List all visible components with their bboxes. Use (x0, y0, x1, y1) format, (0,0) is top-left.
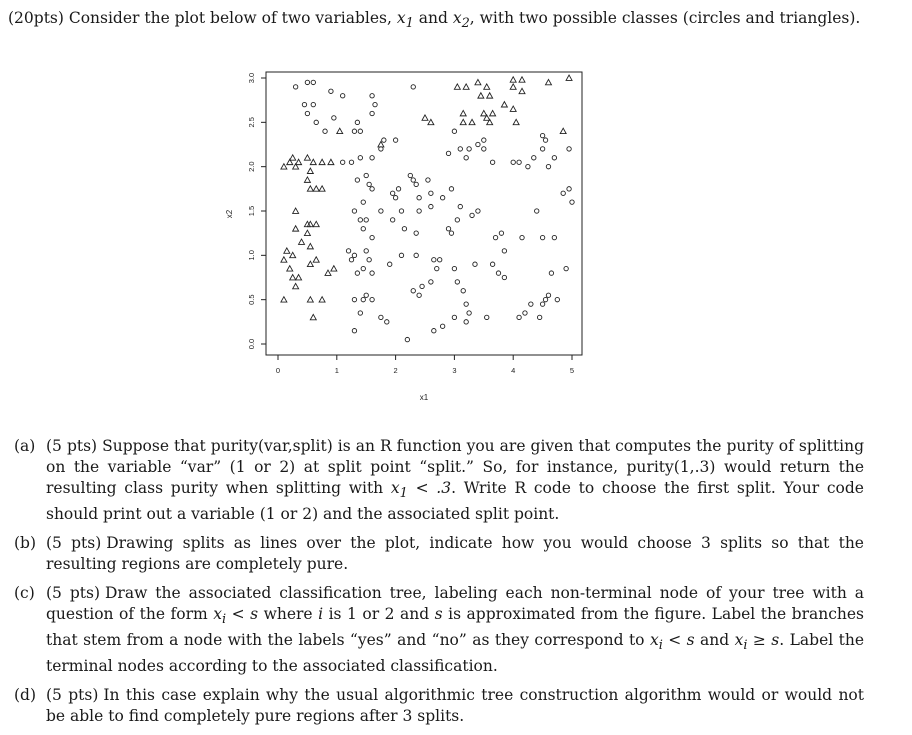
circle-point (482, 147, 486, 151)
circle-point (340, 94, 344, 98)
circle-point (311, 80, 315, 84)
circle-point (358, 129, 362, 133)
circle-point (352, 129, 356, 133)
circle-point (567, 187, 571, 191)
circle-point (349, 160, 353, 164)
circle-point (564, 266, 568, 270)
y-tick-label: 1.5 (246, 205, 256, 217)
circle-point (449, 231, 453, 235)
circle-point (458, 204, 462, 208)
circle-point (446, 227, 450, 231)
part-c-text-5: and (694, 631, 735, 650)
circle-point (432, 258, 436, 262)
data-points (281, 75, 574, 342)
triangle-point (281, 297, 287, 302)
circle-point (332, 116, 336, 120)
y-tick-label: 2.0 (246, 161, 256, 172)
part-a-text-1: Suppose that purity(var,split) is an R function you are given that computes the purity of splitting on the variable “var” (1 or 2) at split point “split.” So, for instance, purity(1,.3) would return the resulting class purity when splitting with (46, 437, 864, 497)
circle-point (417, 209, 421, 213)
circle-point (526, 164, 530, 168)
circle-point (555, 297, 559, 301)
triangle-point (325, 270, 331, 275)
circle-point (502, 249, 506, 253)
x-tick-label: 4 (511, 366, 516, 375)
triangle-point (501, 102, 507, 107)
question-parts (14, 436, 864, 735)
scatter-plot (218, 68, 598, 408)
triangle-point (299, 239, 305, 244)
circle-point (379, 315, 383, 319)
x-tick-label: 5 (569, 366, 575, 375)
circle-point (426, 178, 430, 182)
part-b-points: (5 pts) (46, 534, 102, 553)
circle-point (358, 156, 362, 160)
circle-point (420, 284, 424, 288)
triangle-point (304, 155, 310, 160)
triangle-point (566, 75, 572, 80)
triangle-point (319, 159, 325, 164)
triangle-point (545, 79, 551, 84)
triangle-point (313, 186, 319, 191)
triangle-point (487, 93, 493, 98)
circle-point (370, 156, 374, 160)
circle-point (340, 160, 344, 164)
circle-point (496, 271, 500, 275)
circle-point (329, 89, 333, 93)
circle-point (476, 142, 480, 146)
circle-point (540, 133, 544, 137)
triangle-point (460, 119, 466, 124)
circle-point (570, 200, 574, 204)
circle-point (411, 85, 415, 89)
circle-point (429, 191, 433, 195)
circle-point (417, 293, 421, 297)
circle-point (390, 191, 394, 195)
triangle-point (484, 84, 490, 89)
circle-point (367, 182, 371, 186)
circle-point (467, 311, 471, 315)
circle-point (435, 266, 439, 270)
circle-point (455, 218, 459, 222)
part-d-points: (5 pts) (46, 686, 99, 705)
circle-point (485, 315, 489, 319)
circle-point (346, 249, 350, 253)
circle-point (388, 262, 392, 266)
circle-point (411, 289, 415, 293)
circle-point (411, 178, 415, 182)
circle-point (364, 249, 368, 253)
triangle-point (281, 257, 287, 262)
circle-point (429, 204, 433, 208)
circle-point (408, 173, 412, 177)
part-c-math-1: $x_i < s$ (213, 605, 259, 628)
part-c-text-1: Draw the associated classification tree, labeling each non-terminal node of your tree with a question of the form (46, 584, 864, 624)
triangle-point (510, 77, 516, 82)
y-tick-label: 3.0 (246, 72, 256, 84)
triangle-point (560, 128, 566, 133)
part-a-math: $x_1 < .3$ (390, 479, 452, 502)
y-tick-label: 2.5 (246, 117, 256, 128)
question-intro (8, 8, 904, 34)
circle-point (543, 138, 547, 142)
intro-and: and (413, 9, 453, 27)
circle-point (355, 120, 359, 124)
scatter-plot-svg (218, 68, 598, 408)
circle-point (455, 280, 459, 284)
part-c-text-2: where (258, 605, 319, 624)
triangle-point (337, 128, 343, 133)
circle-point (373, 102, 377, 106)
triangle-point (469, 119, 475, 124)
part-a-points: (5 pts) (46, 437, 98, 455)
circle-point (567, 147, 571, 151)
circle-point (417, 196, 421, 200)
part-d-label: (d) (14, 686, 37, 705)
triangle-point (463, 84, 469, 89)
x-tick-label: 2 (393, 366, 398, 375)
x-tick-label: 0 (275, 366, 281, 375)
part-c-points: (5 pts) (46, 584, 100, 603)
triangle-point (310, 159, 316, 164)
part-c-text-6: . Label the terminal nodes according to the associated classification. (46, 631, 865, 676)
circle-point (314, 120, 318, 124)
triangle-point (307, 168, 313, 173)
part-a-text-2: . Write R code to choose the first split. Your code should print out a variable (1 or 2) and the associated split point. (46, 479, 864, 524)
circle-point (490, 262, 494, 266)
triangle-point (319, 186, 325, 191)
circle-point (476, 209, 480, 213)
circle-point (473, 262, 477, 266)
circle-point (452, 315, 456, 319)
circle-point (490, 160, 494, 164)
circle-point (546, 164, 550, 168)
circle-point (361, 297, 365, 301)
circle-point (440, 196, 444, 200)
circle-point (349, 258, 353, 262)
part-a-label: (a) (14, 437, 36, 455)
circle-point (552, 156, 556, 160)
part-c-math-4: $x_i < s$ (649, 631, 695, 654)
circle-point (370, 235, 374, 239)
circle-point (461, 289, 465, 293)
triangle-point (454, 84, 460, 89)
part-b (14, 533, 864, 575)
triangle-point (293, 226, 299, 231)
triangle-point (296, 275, 302, 280)
circle-point (302, 102, 306, 106)
triangle-point (490, 110, 496, 115)
circle-point (385, 320, 389, 324)
circle-point (540, 302, 544, 306)
triangle-point (519, 88, 525, 93)
triangle-point (475, 79, 481, 84)
triangle-point (307, 297, 313, 302)
part-d (14, 685, 864, 727)
circle-point (464, 320, 468, 324)
var-x1: $x_1$ (396, 9, 414, 32)
triangle-point (313, 221, 319, 226)
circle-point (543, 297, 547, 301)
circle-point (464, 302, 468, 306)
circle-point (361, 266, 365, 270)
part-c-math-3: s (434, 605, 443, 624)
part-c-text-3: is 1 or 2 and (323, 605, 435, 624)
circle-point (470, 213, 474, 217)
circle-point (352, 329, 356, 333)
circle-point (355, 178, 359, 182)
triangle-point (310, 314, 316, 319)
circle-point (546, 293, 550, 297)
circle-point (364, 293, 368, 297)
circle-point (467, 147, 471, 151)
circle-point (414, 182, 418, 186)
triangle-point (313, 257, 319, 262)
triangle-point (478, 93, 484, 98)
triangle-point (519, 77, 525, 82)
y-axis (247, 73, 266, 349)
part-c-text-4: is approximated from the figure. Label the branches that stem from a node with the labels “yes” and “no” as they correspond to (46, 605, 865, 650)
circle-point (440, 324, 444, 328)
circle-point (370, 111, 374, 115)
circle-point (379, 209, 383, 213)
part-c (14, 583, 864, 677)
circle-point (549, 271, 553, 275)
triangle-point (293, 208, 299, 213)
triangle-point (307, 243, 313, 248)
circle-point (305, 80, 309, 84)
circle-point (429, 280, 433, 284)
circle-point (523, 311, 527, 315)
triangle-point (290, 155, 296, 160)
plot-frame (266, 72, 582, 355)
intro-prefix: (20pts) Consider the plot below of two variables, (8, 9, 397, 27)
circle-point (370, 297, 374, 301)
circle-point (520, 235, 524, 239)
triangle-point (319, 297, 325, 302)
x-tick-label: 1 (334, 366, 339, 375)
circle-point (511, 160, 515, 164)
circle-point (452, 266, 456, 270)
circle-point (532, 156, 536, 160)
triangle-point (481, 110, 487, 115)
circle-point (396, 187, 400, 191)
y-tick-label: 0.0 (246, 338, 256, 350)
circle-point (502, 275, 506, 279)
circle-point (323, 129, 327, 133)
x-axis (276, 355, 574, 375)
circle-point (379, 147, 383, 151)
triangle-point (304, 230, 310, 235)
triangle-point (287, 266, 293, 271)
part-d-text: In this case explain why the usual algorithmic tree construction algorithm would or would not be able to find completely pure regions after 3 splits. (46, 686, 864, 726)
circle-point (355, 271, 359, 275)
circle-point (402, 227, 406, 231)
triangle-point (422, 115, 428, 120)
circle-point (399, 253, 403, 257)
triangle-point (284, 248, 290, 253)
circle-point (414, 253, 418, 257)
triangle-point (307, 186, 313, 191)
circle-point (352, 297, 356, 301)
triangle-point (331, 266, 337, 271)
circle-point (438, 258, 442, 262)
triangle-point (293, 283, 299, 288)
circle-point (370, 94, 374, 98)
x-tick-label: 3 (452, 366, 457, 375)
y-tick-label: 1.0 (246, 250, 256, 261)
circle-point (390, 218, 394, 222)
circle-point (352, 209, 356, 213)
triangle-point (290, 275, 296, 280)
circle-point (367, 258, 371, 262)
var-x2: $x_2$ (452, 9, 470, 32)
circle-point (464, 156, 468, 160)
y-tick-label: 0.5 (246, 294, 256, 305)
circle-point (311, 102, 315, 106)
circle-point (449, 187, 453, 191)
circle-point (358, 218, 362, 222)
intro-suffix: , with two possible classes (circles and triangles). (469, 9, 861, 27)
triangle-point (307, 261, 313, 266)
y-axis-label: x2 (225, 209, 234, 219)
circle-point (540, 235, 544, 239)
circle-point (370, 187, 374, 191)
circle-point (535, 209, 539, 213)
circle-point (364, 173, 368, 177)
x-axis-label: x1 (419, 393, 429, 402)
circle-point (482, 138, 486, 142)
circle-point (358, 311, 362, 315)
circle-point (537, 315, 541, 319)
circle-point (446, 151, 450, 155)
part-b-text: Drawing splits as lines over the plot, indicate how you would choose 3 splits so that the resulting regions are completely pure. (46, 534, 864, 574)
circle-point (393, 196, 397, 200)
circle-point (540, 147, 544, 151)
circle-point (552, 235, 556, 239)
circle-point (352, 253, 356, 257)
circle-point (405, 337, 409, 341)
triangle-point (460, 110, 466, 115)
part-c-math-5: $x_i \ge s$ (734, 631, 780, 654)
circle-point (393, 138, 397, 142)
circle-point (361, 200, 365, 204)
part-c-math-2: i (318, 605, 324, 624)
circle-point (452, 129, 456, 133)
circle-point (414, 231, 418, 235)
circle-point (561, 191, 565, 195)
circle-point (399, 209, 403, 213)
circle-point (517, 315, 521, 319)
circle-point (529, 302, 533, 306)
part-c-label: (c) (14, 584, 35, 603)
circle-point (493, 235, 497, 239)
circle-point (370, 271, 374, 275)
circle-point (382, 138, 386, 142)
part-a (14, 436, 864, 525)
circle-point (499, 231, 503, 235)
triangle-point (510, 84, 516, 89)
circle-point (305, 111, 309, 115)
triangle-point (290, 252, 296, 257)
triangle-point (304, 177, 310, 182)
triangle-point (428, 119, 434, 124)
circle-point (361, 227, 365, 231)
triangle-point (296, 159, 302, 164)
triangle-point (513, 119, 519, 124)
circle-point (432, 329, 436, 333)
triangle-point (281, 164, 287, 169)
triangle-point (328, 159, 334, 164)
circle-point (517, 160, 521, 164)
circle-point (458, 147, 462, 151)
circle-point (364, 218, 368, 222)
triangle-point (510, 106, 516, 111)
circle-point (293, 85, 297, 89)
part-b-label: (b) (14, 534, 37, 553)
